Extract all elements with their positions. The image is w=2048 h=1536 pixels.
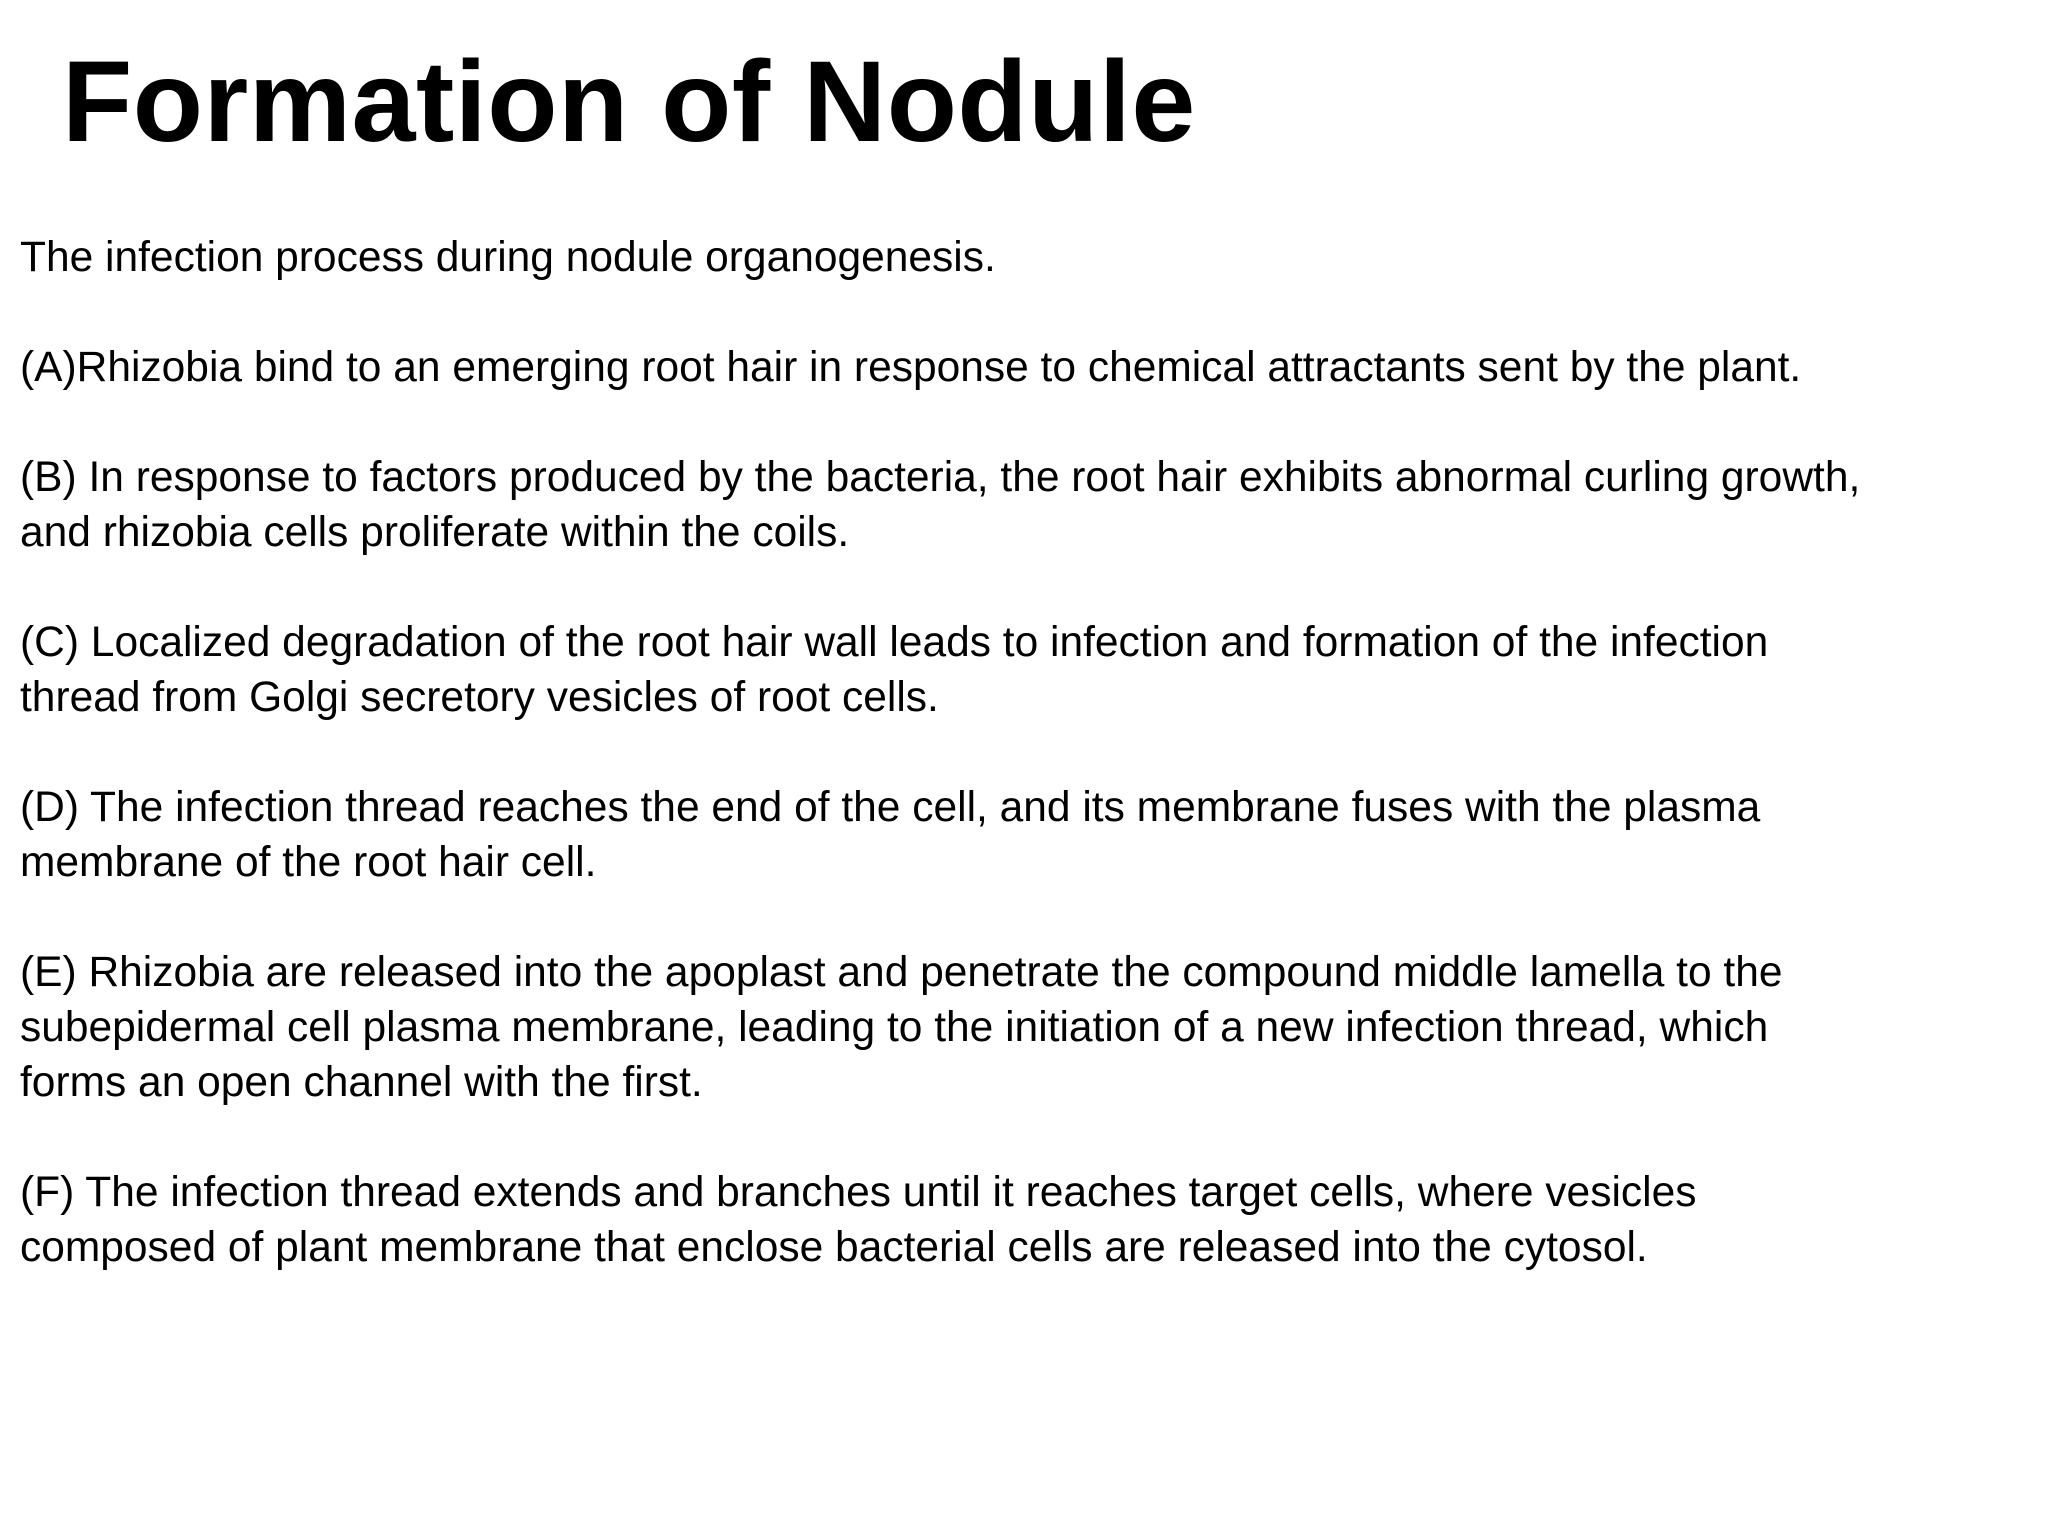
step-a-text: (A)Rhizobia bind to an emerging root hair in response to chemical attractants sent by the plant. <box>20 344 1802 391</box>
step-b-text: (B) In response to factors produced by the bacteria, the root hair exhibits abnormal curling growth, and rhizobia cells proliferate within the coils. <box>20 454 1861 556</box>
slide-body <box>20 230 2035 1330</box>
step-f-text: (F) The infection thread extends and branches until it reaches target cells, where vesicles composed of plant membrane that enclose bacterial cells are released into the cytosol. <box>20 1169 1697 1271</box>
slide-title: Formation of Nodule <box>62 38 1196 166</box>
intro-text: The infection process during nodule organogenesis. <box>20 234 996 281</box>
step-c-text: (C) Localized degradation of the root hair wall leads to infection and formation of the infection thread from Golgi secretory vesicles of root cells. <box>20 619 1769 721</box>
step-d-text: (D) The infection thread reaches the end of the cell, and its membrane fuses with the plasma membrane of the root hair cell. <box>20 784 1761 886</box>
step-e-text: (E) Rhizobia are released into the apoplast and penetrate the compound middle lamella to the subepidermal cell plasma membrane, leading to the initiation of a new infection thread, which forms an open channel with the first. <box>20 949 1783 1106</box>
